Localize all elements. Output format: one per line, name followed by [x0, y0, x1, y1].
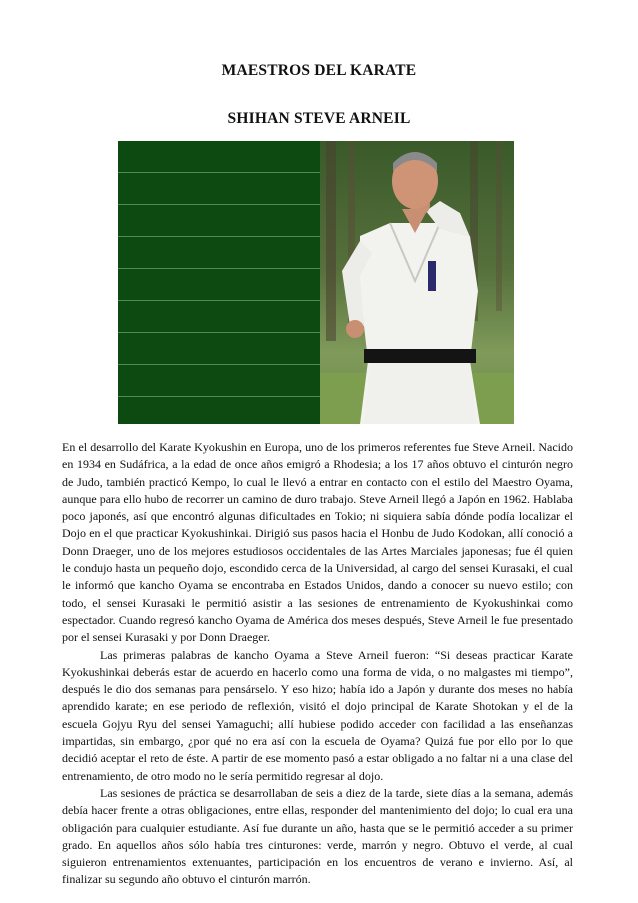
paragraph-2: Las primeras palabras de kancho Oyama a Steve Arneil fueron: “Si deseas practicar Karate Kyokushinkai deberás estar de acuerdo en hacerlo como una forma de vida, o no malgastes mi tiempo”, después le dio dos semanas para pensárselo. Y eso hizo; había ido a Japón y durante dos meses no había aprendido karate; en ese periodo de reflexión, visitó el dojo principal de Karate Shotokan y el de la escuela Gojyu Ryu del sensei Yamaguchi; allí hubiese podido acceder con facilidad a las enseñanzas impartidas, sin embargo, ¿por qué no era así con la escuela de Oyama? Quizá fue por ello por lo que decidió aceptar el reto de éste. A partir de ese momento pasó a estar obligado a no faltar ni a una clase del entrenamiento, de otro modo no le sería permitido regresar al dojo.: [62, 647, 573, 783]
paragraph-3: Las sesiones de práctica se desarrollaban de seis a diez de la tarde, siete días a la semana, además debía hacer frente a otras obligaciones, entre ellas, responder del mantenimiento del dojo; lo cual era una obligación para cualquier estudiante. Así fue durante un año, hasta que se le permitió acceder a su primer grado. En aquellos años sólo había tres cinturones: verde, marrón y negro. Obtuvo el verde, al cual siguieron entrenamientos extenuantes, participación en los encuentros de verano e invierno. Así, al finalizar su segundo año obtuvo el cinturón marrón.: [62, 785, 573, 887]
page-title: MAESTROS DEL KARATE: [221, 62, 417, 79]
paragraph-1: En el desarrollo del Karate Kyokushin en Europa, uno de los primeros referentes fue Steve Arneil. Nacido en 1934 en Sudáfrica, a la edad de once años emigró a Rhodesia; a los 17 años obtuvo el cinturón negro de Judo, también practicó Kempo, lo cual le llevó a entrar en contacto con el estilo del Maestro Oyama, aunque para ello hubo de recorrer un camino de duro trabajo. Steve Arneil llegó a Japón en 1962. Hablaba poco japonés, así que encontró algunas dificultades en Tokio; ni siquiera sabía dónde podía localizar el Dojo en el que practicar Kyokushinkai. Dirigió sus pasos hacia el Honbu de Judo Kodokan, allí conoció a Donn Draeger, uno de los mejores estudiosos occidentales de las Artes Marciales japonesas; fue él quien le condujo hasta un pequeño dojo, escondido cerca de la Universidad, al cargo del sensei Kurasaki, el cual le informó que kancho Oyama se encontraba en Estados Unidos, dando a conocer su nuevo estilo; con todo, el sensei Kurasaki le permitió asistir a las sesiones de entrenamiento de Kyokushinkai como espectador. Cuando regresó kancho Oyama de América dos meses después, Steve Arneil le fue presentado por el sensei Kurasaki y por Donn Draeger.: [62, 440, 573, 645]
page-subtitle: SHIHAN STEVE ARNEIL: [227, 110, 411, 127]
karateka-image: [320, 141, 514, 424]
portrait-photo: [118, 141, 514, 424]
article-body: [62, 439, 573, 889]
